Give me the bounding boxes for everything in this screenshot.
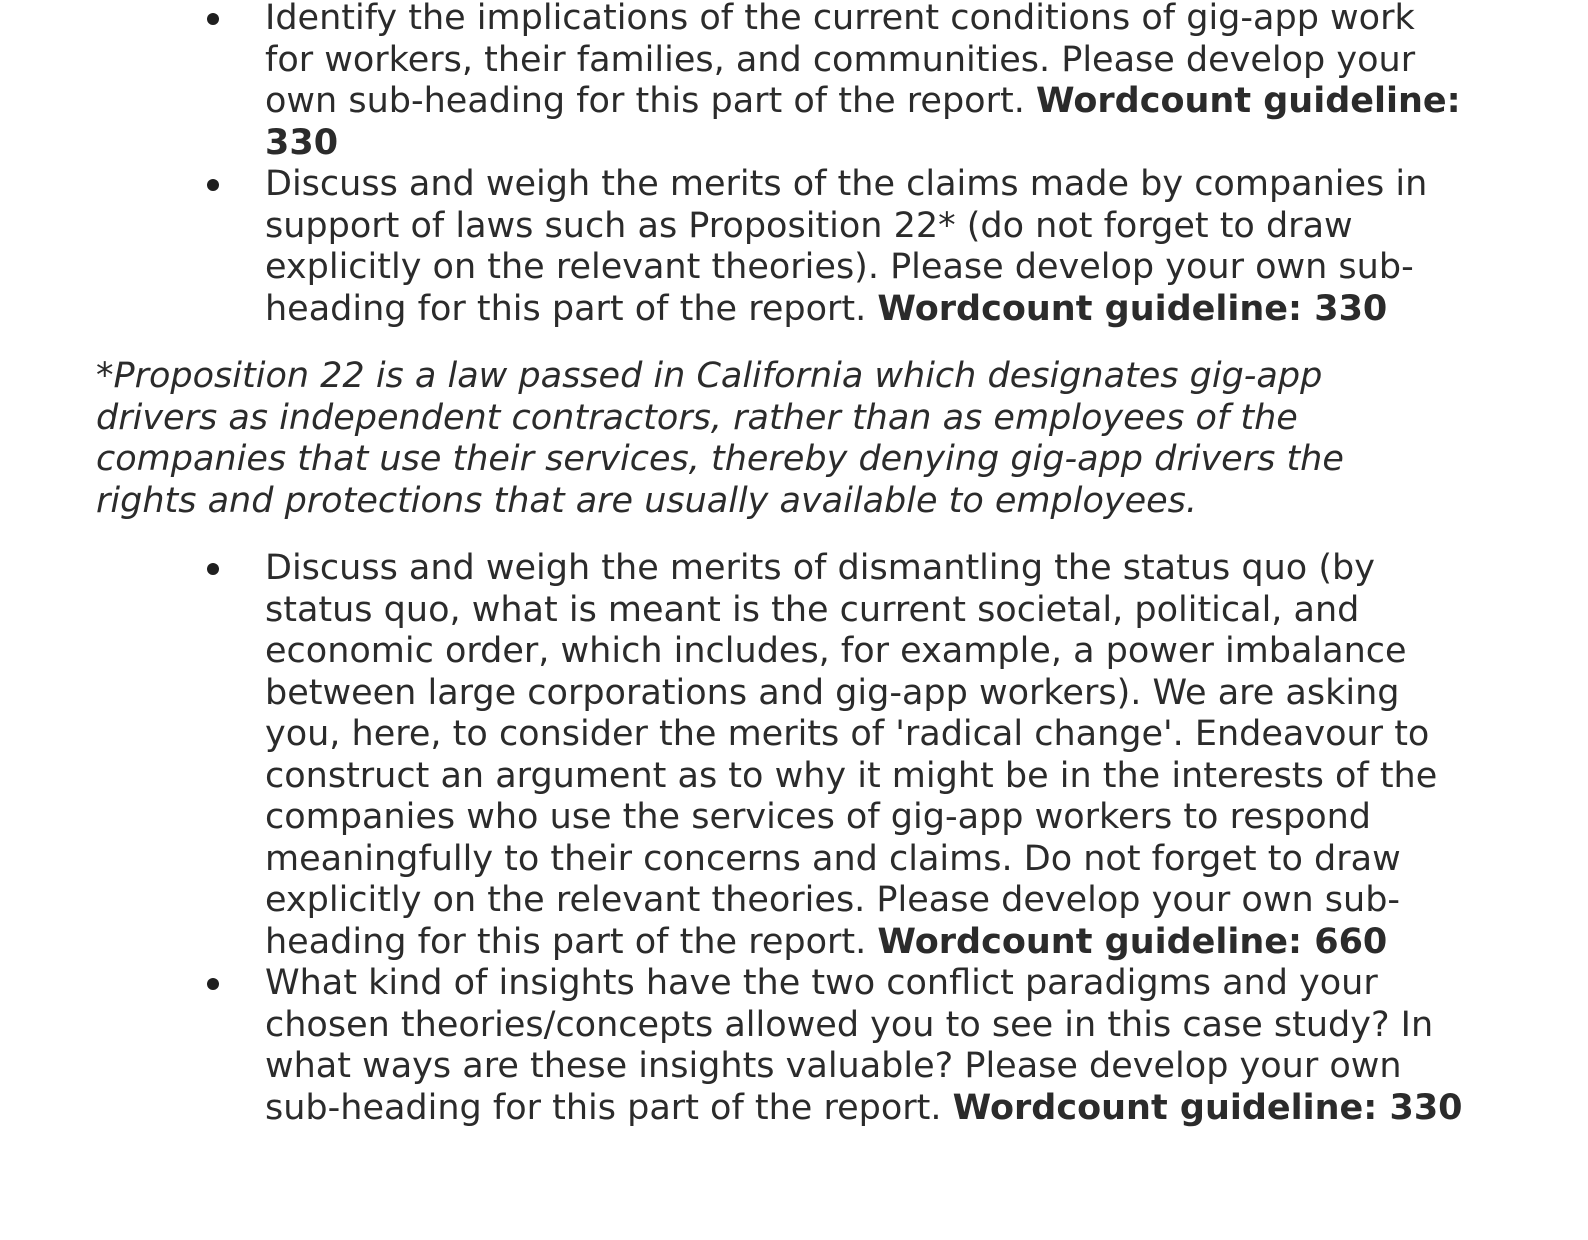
proposition-22-footnote: *Proposition 22 is a law passed in California which designates gig-app drivers as independent contractors, rather than as employees of the companies that use their services, thereby denying gig-app drivers the rights and protections that are usually available to employees. <box>96 356 1344 521</box>
task-text: What kind of insights have the two conflict paradigms and your chosen theories/concepts allowed you to see in this case study? In what ways are these insights valuable? Please develop your own sub-heading for this part of the report. <box>265 963 1434 1128</box>
task-text: Discuss and weigh the merits of dismantling the status quo (by status quo, what is meant is the current societal, political, and economic order, which includes, for example, a power imbalance between large corporations and gig-app workers). We are asking you, here, to consider the merits of 'radical change'. Endeavour to construct an argument as to why it might be in the interests of the companies who use the services of gig-app workers to respond meaningfully to their concerns and claims. Do not forget to draw explicitly on the relevant theories. Please develop your own sub-heading for this part of the report. <box>265 548 1438 962</box>
bullet-icon <box>203 164 223 206</box>
bullet-icon <box>203 963 223 1005</box>
list-item <box>0 963 1470 1129</box>
wordcount-guideline: Wordcount guideline: 330 <box>952 1087 1463 1128</box>
wordcount-guideline: Wordcount guideline: 660 <box>877 921 1388 962</box>
wordcount-guideline: Wordcount guideline: 330 <box>877 288 1388 329</box>
bullet-icon <box>203 0 223 40</box>
wordcount-guideline: Wordcount guideline: 330 <box>265 81 1461 163</box>
task-list-top <box>0 0 1588 330</box>
task-list-bottom <box>0 548 1588 1129</box>
list-item <box>0 0 1470 164</box>
list-item <box>0 548 1470 963</box>
list-item <box>0 164 1470 330</box>
task-text: Identify the implications of the current conditions of gig-app work for workers, their families, and communities. Please develop your own sub-heading for this part of the report. <box>265 0 1416 121</box>
task-text: Discuss and weigh the merits of the claims made by companies in support of laws such as Proposition 22* (do not forget to draw explicitly on the relevant theories). Please develop your own sub-heading for this part of the report. <box>265 164 1428 329</box>
bullet-icon <box>203 548 223 590</box>
